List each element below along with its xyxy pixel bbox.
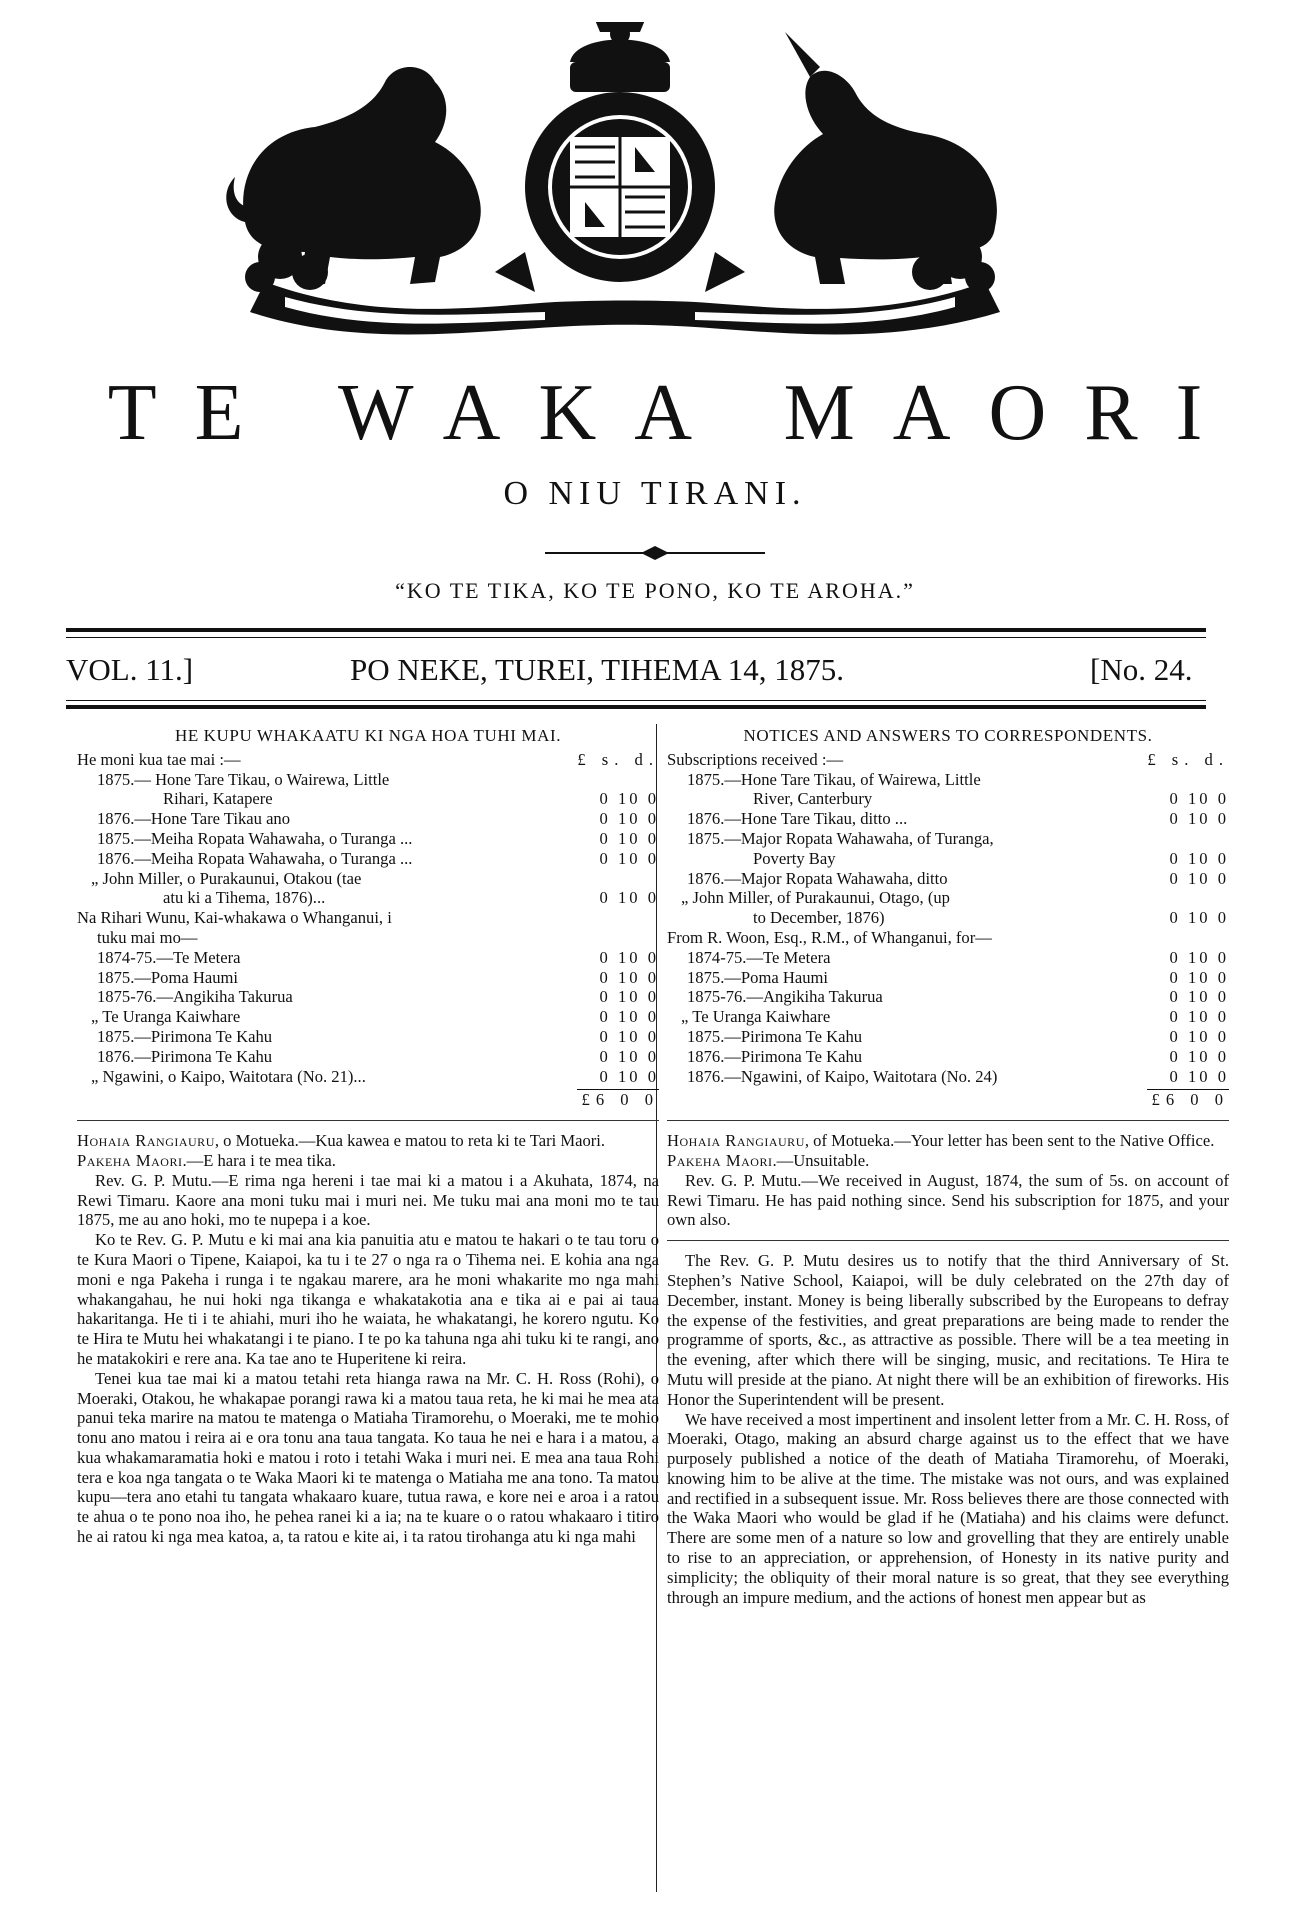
subscription-row (667, 968, 1229, 988)
subscription-text: 1874-75.—Te Metera (687, 947, 831, 967)
subscription-amount: 0 10 0 (1169, 967, 1229, 987)
notice-text: , o Motueka.—Kua kawea e matou to reta ki te Tari Maori. (214, 1131, 606, 1151)
notice-text: Rev. G. P. Mutu.—We received in August, 1874, the sum of 5s. on account of Rewi Timaru. He has paid nothing since. Send his subscription for 1875, and your own also. (667, 1170, 1229, 1230)
newspaper-motto: “KO TE TIKA, KO TE PONO, KO TE AROHA.” (395, 578, 915, 603)
subscription-row (667, 1067, 1229, 1087)
subscription-text: 1875.—Meiha Ropata Wahawaha, o Turanga ... (97, 828, 413, 848)
subscription-text: to December, 1876) (753, 908, 885, 928)
subscription-amount: 0 10 0 (1169, 987, 1229, 1007)
notice-text: .—Unsuitable. (772, 1150, 870, 1170)
maori-subscription-list (77, 770, 659, 1087)
maori-notices (77, 1131, 659, 1547)
subscription-text: 1876.—Hone Tare Tikau, ditto ... (687, 809, 908, 829)
subscription-text: 1876.—Pirimona Te Kahu (687, 1046, 863, 1066)
subscription-row (667, 1047, 1229, 1067)
place-date: PO NEKE, TUREI, TIHEMA 14, 1875. (350, 652, 844, 687)
royal-coat-of-arms (225, 22, 1015, 352)
mid-thin-rule (66, 700, 1206, 701)
english-heading: NOTICES AND ANSWERS TO CORRESPONDENTS. (743, 726, 1153, 745)
subscription-row (77, 1047, 659, 1067)
mid-thick-rule (66, 705, 1206, 709)
subscription-row (667, 928, 1229, 948)
subscription-amount: 0 10 0 (599, 987, 659, 1007)
subscription-text: 1875.—Hone Tare Tikau, of Wairewa, Little (687, 769, 981, 789)
subscription-text: 1876.—Pirimona Te Kahu (97, 1046, 273, 1066)
subscription-text: Rihari, Katapere (163, 789, 273, 809)
notice-paragraph (77, 1151, 659, 1171)
subscription-text: River, Canterbury (753, 789, 873, 809)
subscription-text: 1876.—Hone Tare Tikau ano (97, 809, 291, 829)
english-received-row (667, 750, 1229, 770)
subscription-amount: 0 10 0 (599, 888, 659, 908)
subscription-amount: 0 10 0 (599, 809, 659, 829)
subscription-row (667, 869, 1229, 889)
subscription-text: 1875.—Major Ropata Wahawaha, of Turanga, (687, 828, 994, 848)
subscription-text: „ Te Uranga Kaiwhare (91, 1007, 241, 1027)
subscription-amount: 0 10 0 (599, 848, 659, 868)
maori-received-row (77, 750, 659, 770)
maori-received-label: He moni kua tae mai :— (77, 749, 241, 769)
subscription-amount: 0 10 0 (1169, 1007, 1229, 1027)
subscription-row (77, 948, 659, 968)
subscription-row (667, 829, 1229, 849)
subscription-text: 1875.—Pirimona Te Kahu (687, 1026, 863, 1046)
subscription-row (77, 770, 659, 790)
top-thin-rule (66, 637, 1206, 638)
subscription-text: Na Rihari Wunu, Kai-whakawa o Whanganui, i (77, 908, 392, 928)
subscription-text: 1875.— Hone Tare Tikau, o Wairewa, Little (97, 769, 390, 789)
subscription-row (77, 908, 659, 928)
subscription-row (77, 789, 659, 809)
correspondent-name: Hohaia Rangiauru (667, 1131, 805, 1151)
subscription-amount: 0 10 0 (599, 828, 659, 848)
subscription-row (667, 809, 1229, 829)
subscription-text: 1875-76.—Angikiha Takurua (97, 987, 293, 1007)
notice-paragraph (77, 1230, 659, 1369)
issue-number: [No. 24. (1090, 652, 1193, 687)
subscription-row (77, 1067, 659, 1087)
subscription-amount: 0 10 0 (1169, 809, 1229, 829)
subscription-amount: 0 10 0 (599, 1066, 659, 1086)
notice-text: The Rev. G. P. Mutu desires us to notify that the third Anniversary of St. Stephen’s Native School, Kaiapoi, will be duly celebrated on the 27th day of December, instant. Money is being liberally subscribed by the Europeans to defray the expense of the festivities, and great preparations are being made to render the programme of sports, &c., as attractive as possible. There will be a tea meeting in the evening, after which there will be singing, music, and recitations. Te Hira te Mutu will preside at the piano. At night there will be an exhibition of fireworks. His Honor the Superintendent will be present. (667, 1251, 1229, 1409)
subscription-row (77, 987, 659, 1007)
notice-text: Ko te Rev. G. P. Mutu e ki mai ana kia panuitia atu e matou te hakari o te tau toru o te Kura Maori o Tipene, Kaiapoi, ka tu i te 27 o nga ra o Tihema nei. E kohia ana nga moni e nga Pakeha i runga i te ngakau marere, ara he moni whakarite mo nga mahi whakangahau, he nui hoki nga tikanga e whakatakotia ana e tika ai e pai ai taua hakaritanga. He ti i te ahiahi, muri iho he waiata, he whakatangi, he korero ngutu. Ko te Hira te Mutu hei whakatangi i te piano. I te po ka tahuna nga ahi tuku ki te rangi, ano he matakokiri e rere ana. Ka tae ano te Huperitene ki reira. (77, 1230, 659, 1368)
subscription-row (667, 1027, 1229, 1047)
notice-text: We have received a most impertinent and insolent letter from a Mr. C. H. Ross, of Moeraki, Otago, making an absurd charge against us to the effect that we have purposely published a notice of the death of Matiaha Tiramorehu, of Moeraki, knowing him to be alive at the time. The mistake was not ours, and was explained and rectified in a subsequent issue. Mr. Ross believes there are those connected with the Waka Maori who would be glad if he (Matiaha) and his claims were defunct. There are some men of a nature so low and grovelling that they are entirely unable to rise to an appreciation, or apprehension, of Honesty in its native purity and simplicity; the obliquity of their moral nature is so great, that they see everything through an impure medium, and the actions of honest men appear but as (667, 1409, 1229, 1607)
notice-paragraph (667, 1251, 1229, 1409)
subscription-text: 1876.—Meiha Ropata Wahawaha, o Turanga ... (97, 848, 413, 868)
subscription-row (77, 1007, 659, 1027)
subscription-row (667, 908, 1229, 928)
subscription-text: Poverty Bay (753, 848, 836, 868)
subscription-row (667, 888, 1229, 908)
notice-paragraph (667, 1410, 1229, 1608)
subscription-row (667, 1007, 1229, 1027)
title-ornament (545, 545, 765, 561)
maori-currency-header: £ s. d. (577, 749, 659, 769)
subscription-row (77, 829, 659, 849)
correspondent-name: Pakeha Maori (77, 1150, 183, 1170)
maori-heading: HE KUPU WHAKAATU KI NGA HOA TUHI MAI. (174, 726, 562, 745)
subscription-amount: 0 10 0 (1169, 1066, 1229, 1086)
notice-paragraph (77, 1369, 659, 1547)
subscription-row (77, 809, 659, 829)
notice-text: , of Motueka.—Your letter has been sent to the Native Office. (804, 1131, 1215, 1151)
subscription-amount: 0 10 0 (1169, 868, 1229, 888)
english-divider (667, 1120, 1229, 1121)
english-notices (667, 1131, 1229, 1230)
english-divider-2 (667, 1240, 1229, 1241)
notice-paragraph (77, 1131, 659, 1151)
subscription-text: 1875.—Poma Haumi (97, 967, 239, 987)
notice-paragraph (667, 1151, 1229, 1171)
maori-total: £6 0 0 (581, 1090, 659, 1110)
notice-text: Rev. G. P. Mutu.—E rima nga hereni i tae mai ki a matou i a Akuhata, 1874, na Rewi Timaru. Kaore ana moni tuku mai i muri nei. Me tuku mai ana moni mo te tau 1875, me au ano hoki, mo te nupepa i a koe. (77, 1170, 659, 1230)
subscription-amount: 0 10 0 (599, 1007, 659, 1027)
subscription-amount: 0 10 0 (599, 1046, 659, 1066)
subscription-text: 1875.—Poma Haumi (687, 967, 829, 987)
volume-label: VOL. 11.] (66, 652, 194, 687)
subscription-amount: 0 10 0 (599, 947, 659, 967)
notice-text: Tenei kua tae mai ki a matou tetahi reta hianga rawa na Mr. C. H. Ross (Rohi), o Moeraki, Otakou, he whakapae porangi rawa ki a matou taua reta, he ki mai he mea ata panui teka marire na matou te matenga o Matiaha Tiramorehu, o Moeraki, me te mohio tonu ano matou i reira ai e ora tonu ana taua tangata. Ko taua he nei e hara i a matou, a kua whakamaramatia hoki e matou i roto i tetahi Waka i muri nei. E mea ana taua Rohi tera e koa nga tangata o te Waka Maori ki te matenga o Matiaha me ana tono. Ta matou kupu—tera ano etahi tu tangata whakaaro kuare, tutua rawa, e kore nei e aroa i a ratou te ahua o te pono noa iho, he pehea ranei ki a ia; na te kuare o o ratou whakaaro i titiro he ai ratou ki nga mea katoa, a, ta ratou e kite ai, i ta ratou tirohanga atu ki nga mahi (77, 1368, 659, 1547)
subscription-row (77, 869, 659, 889)
subscription-row (667, 987, 1229, 1007)
newspaper-title: TE WAKA MAORI (107, 369, 1241, 457)
subscription-amount: 0 10 0 (1169, 789, 1229, 809)
subscription-amount: 0 10 0 (599, 789, 659, 809)
column-english (667, 726, 1229, 1607)
subscription-row (667, 789, 1229, 809)
subscription-text: „ Te Uranga Kaiwhare (681, 1007, 831, 1027)
subscription-amount: 0 10 0 (1169, 1026, 1229, 1046)
subscription-amount: 0 10 0 (1169, 848, 1229, 868)
column-maori (77, 726, 659, 1547)
notice-paragraph (667, 1131, 1229, 1151)
subscription-text: 1875.—Pirimona Te Kahu (97, 1026, 273, 1046)
subscription-amount: 0 10 0 (1169, 1046, 1229, 1066)
subscription-row (77, 928, 659, 948)
top-thick-rule (66, 628, 1206, 632)
subscription-amount: 0 10 0 (1169, 947, 1229, 967)
subscription-text: From R. Woon, Esq., R.M., of Whanganui, for— (667, 927, 992, 947)
subscription-text: 1876.—Major Ropata Wahawaha, ditto (687, 868, 948, 888)
newspaper-subtitle: O NIU TIRANI. (503, 475, 807, 512)
notice-paragraph (77, 1171, 659, 1230)
english-subscription-list (667, 770, 1229, 1087)
subscription-text: tuku mai mo— (97, 927, 198, 947)
maori-divider (77, 1120, 659, 1121)
english-total: £6 0 0 (1151, 1090, 1229, 1110)
subscription-amount: 0 10 0 (599, 1026, 659, 1046)
subscription-row (667, 849, 1229, 869)
subscription-row (667, 770, 1229, 790)
subscription-text: „ John Miller, of Purakaunui, Otago, (up (681, 888, 950, 908)
subscription-row (667, 948, 1229, 968)
subscription-text: 1874-75.—Te Metera (97, 947, 241, 967)
subscription-amount: 0 10 0 (1169, 908, 1229, 928)
notice-text: .—E hara i te mea tika. (182, 1150, 336, 1170)
subscription-text: „ John Miller, o Purakaunui, Otakou (tae (91, 868, 362, 888)
english-announcements (667, 1251, 1229, 1607)
correspondent-name: Hohaia Rangiauru (77, 1131, 215, 1151)
notice-paragraph (667, 1171, 1229, 1230)
english-currency-header: £ s. d. (1147, 749, 1229, 769)
subscription-row (77, 888, 659, 908)
subscription-amount: 0 10 0 (599, 967, 659, 987)
subscription-text: 1875-76.—Angikiha Takurua (687, 987, 883, 1007)
subscription-row (77, 849, 659, 869)
correspondent-name: Pakeha Maori (667, 1150, 773, 1170)
subscription-text: atu ki a Tihema, 1876)... (163, 888, 326, 908)
english-received-label: Subscriptions received :— (667, 749, 844, 769)
subscription-row (77, 1027, 659, 1047)
subscription-row (77, 968, 659, 988)
subscription-text: 1876.—Ngawini, of Kaipo, Waitotara (No. 24) (687, 1066, 998, 1086)
subscription-text: „ Ngawini, o Kaipo, Waitotara (No. 21)... (91, 1066, 366, 1086)
